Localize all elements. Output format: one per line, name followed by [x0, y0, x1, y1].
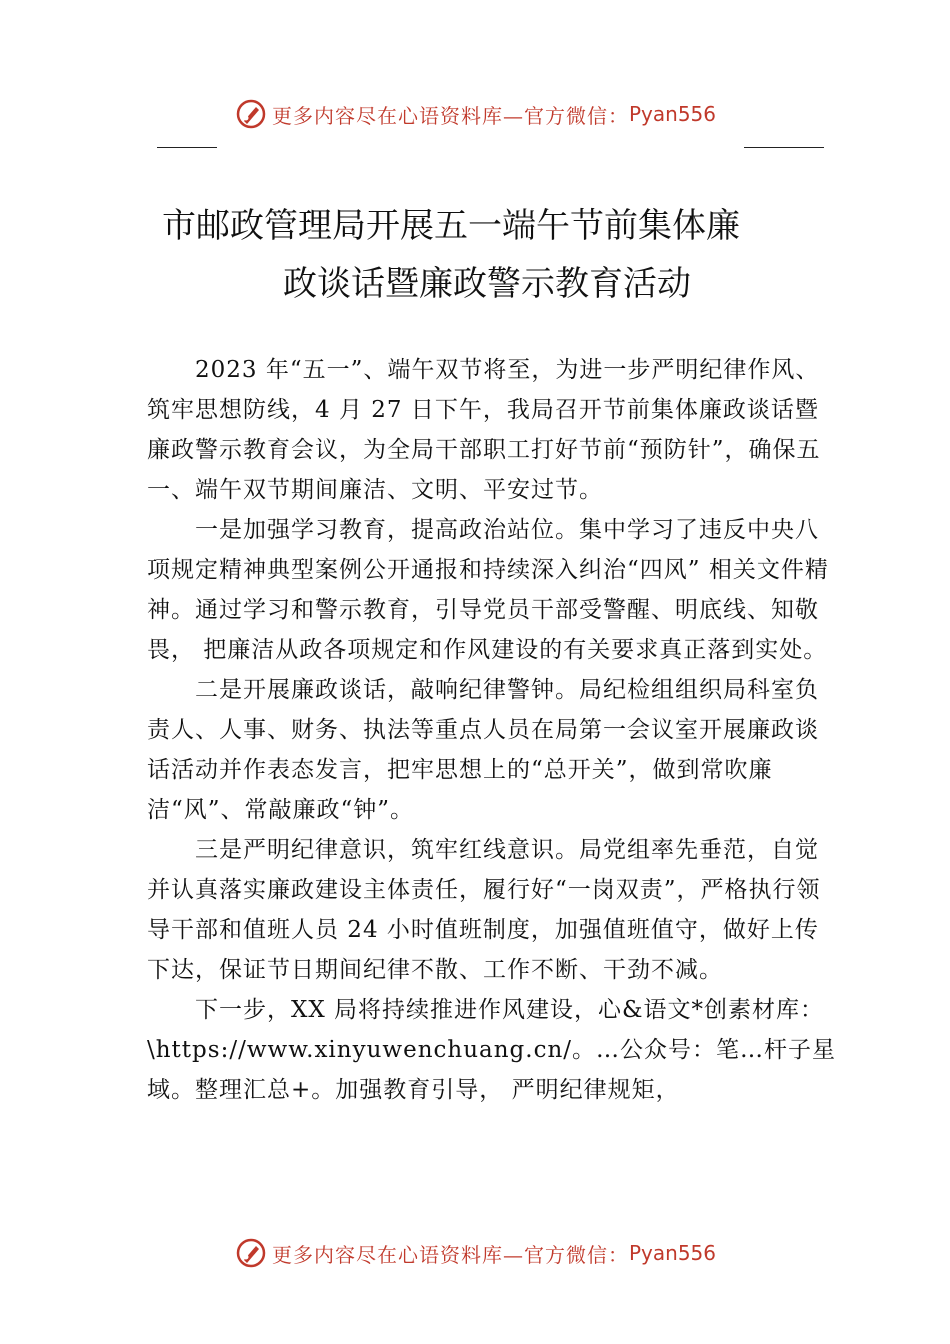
header-banner [0, 94, 950, 134]
footer-banner-text: 更多内容尽在心语资料库—官方微信： [271, 1242, 629, 1267]
pen-nib-logo-icon [234, 1236, 268, 1270]
paragraph-discipline: 三是严明纪律意识，筑牢红线意识。局党组率先垂范，自觉并认真落实廉政建设主体责任，履行好“一岗双责”，严格执行领导干部和值班人员 24 小时值班制度，加强值班值守，做好上传下达，保证节日期间纪律不散、工作不断、干劲不减。 [147, 837, 821, 983]
paragraph-integrity-talk: 二是开展廉政谈话，敲响纪律警钟。局纪检组组织局科室负责人、人事、财务、执法等重点人员在局第一会议室开展廉政谈话活动并作表态发言，把牢思想上的“总开关”，做到常吹廉洁“风”、常敲廉政“钟”。 [147, 677, 819, 823]
pen-nib-logo-icon [234, 97, 268, 131]
document-body [147, 350, 837, 1110]
paragraph-next-step: 下一步，XX 局将持续推进作风建设，心&语文*创素材库：\https://www.xinyuwenchuang.cn/。…公众号：笔…杆子星域。整理汇总+。加强教育引导， 严明纪律规矩， [147, 997, 837, 1103]
paragraph-intro: 2023 年“五一”、端午双节将至，为进一步严明纪律作风、筑牢思想防线，4 月 27 日下午，我局召开节前集体廉政谈话暨廉政警示教育会议，为全局干部职工打好节前“预防针”，确保五一、端午双节期间廉洁、文明、平安过节。 [147, 357, 821, 503]
header-rule-right [744, 147, 824, 148]
header-wechat-id: Pyan556 [628, 102, 716, 126]
footer-wechat-id: Pyan556 [628, 1241, 716, 1265]
paragraph-study-education: 一是加强学习教育，提高政治站位。集中学习了违反中央八项规定精神典型案例公开通报和持续深入纠治“四风” 相关文件精神。通过学习和警示教育，引导党员干部受警醒、明底线、知敬畏， 把廉洁从政各项规定和作风建设的有关要求真正落到实处。 [147, 517, 829, 663]
footer-banner [0, 1233, 950, 1273]
document-title-line1: 市邮政管理局开展五一端午节前集体廉 [162, 206, 740, 246]
header-banner-text: 更多内容尽在心语资料库—官方微信： [271, 103, 629, 128]
document-title-line2: 政谈话暨廉政警示教育活动 [283, 264, 691, 304]
header-rule-left [157, 147, 217, 148]
